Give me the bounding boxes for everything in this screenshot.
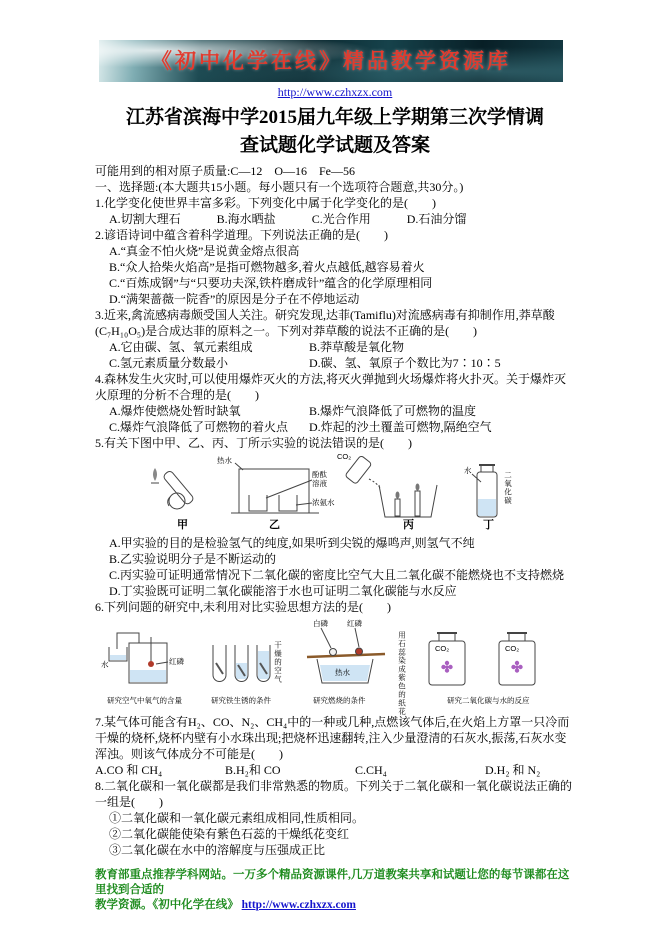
red-phosphorus-label: 红磷 (347, 619, 362, 628)
q5-option-b: B.乙实验说明分子是不断运动的 (109, 552, 277, 566)
red-phosphorus-spoon-label: 红磷 (169, 657, 184, 666)
q7-stem: 7.某气体可能含有H₂、CO、N₂、CH₄中的一种或几种,点燃该气体后,在火焰上方罩一只冷而干燥的烧杯,烧杯内壁有小水珠出现;把烧杯迅速翻转,注入少量澄清的石灰水,振荡,石灰水变浑浊。则该气体成分不可能是( ) (95, 715, 570, 761)
q5-option-a: A.甲实验的目的是检验氢气的纯度,如果听到尖锐的爆鸣声,则氢气不纯 (109, 536, 475, 550)
footer-url-link[interactable]: http://www.czhxzx.com (241, 899, 356, 911)
page-title-line2: 查试题化学试题及答案 (239, 135, 430, 156)
iron-rusting-apparatus (213, 645, 270, 682)
caption-co2-water: 研究二氧化碳与水的反应 (447, 696, 530, 705)
q4-option-a: A.爆炸使燃烧处暂时缺氧 (109, 404, 241, 418)
q5-figure-drawing (131, 453, 583, 533)
q1-option-a: A.切割大理石 (109, 212, 181, 226)
q1-option-c: C.光合作用 (311, 212, 371, 226)
banner-url-line (95, 84, 575, 100)
footer-line1: 教育部重点推荐学科网站。一万多个精品资源课件,几万道教案共享和试题让您的每节课都在这里找到合适的 (95, 869, 570, 896)
q4-option-b: B.爆炸气浪降低了可燃物的温度 (309, 404, 477, 418)
apparatus-bing-label: 丙 (403, 519, 414, 531)
phenolphthalein-label: 酚酞溶液 (312, 470, 327, 488)
hydrogen-purity-test-apparatus (151, 468, 195, 509)
dry-air-label: 干燥的空气 (273, 641, 283, 684)
white-phosphorus-label: 白磷 (313, 619, 328, 628)
ammonia-diffusion-apparatus (231, 463, 319, 513)
footer-line2-text: 教学资源。《初中化学在线》 (95, 899, 239, 911)
co2-water-bottle-apparatus (472, 465, 497, 517)
co2-pouring-candles-apparatus (345, 455, 437, 517)
water-label: 水 (464, 466, 472, 475)
co2-label-left: CO₂ (435, 644, 450, 653)
q7-option-d: D.H₂ 和 N₂ (485, 763, 541, 777)
section-header: 一、选择题:(本大题共15小题。每小题只有一个选项符合题意,共30分。) (95, 180, 464, 194)
q3-options (109, 339, 575, 371)
q1-stem: 1.化学变化使世界丰富多彩。下列变化中属于化学变化的是( ) (95, 196, 436, 210)
q3-option-d: D.碳、氢、氧原子个数比为7∶10∶5 (309, 356, 501, 370)
footer-line2 (95, 898, 575, 913)
q4-option-c: C.爆炸气浪降低了可燃物的着火点 (109, 420, 289, 434)
q2-option-b: B.“众人拾柴火焰高”是指可燃物越多,着火点越低,越容易着火 (109, 260, 425, 274)
q3-stem: 3.近来,禽流感病毒颇受国人关注。研究发现,达菲(Tamiflu)对流感病毒有抑制作用,莽草酸(C₇H₁₀O₅)是合成达菲的原料之一。下列对莽草酸的说法不正确的是( ) (95, 308, 555, 338)
q2-stem: 2.谚语诗词中蕴含着科学道理。下列说法正确的是( ) (95, 228, 388, 242)
q1-option-b: B.海水晒盐 (216, 212, 276, 226)
q3-option-b: B.莽草酸是氧化物 (309, 340, 405, 354)
q3-option-a: A.它由碳、氢、氧元素组成 (109, 340, 253, 354)
caption-iron-rusting: 研究铁生锈的条件 (211, 696, 271, 705)
carbon-dioxide-label: 二氧化碳 (503, 471, 513, 505)
litmus-flower-left (441, 661, 452, 673)
hot-water-label: 热水 (217, 456, 232, 465)
apparatus-jia-label: 甲 (177, 519, 188, 531)
litmus-paper-flower-note: 用石蕊染成紫色的纸花 (397, 631, 407, 716)
q4-options (109, 403, 575, 435)
q8-item-1: ①二氧化碳和一氧化碳元素组成相同,性质相同。 (109, 811, 365, 825)
banner-title: 《初中化学在线》精品教学资源库 (151, 49, 511, 73)
q2-option-d: D.“满架蔷薇一院香”的原因是分子在不停地运动 (109, 292, 360, 306)
water-label: 水 (101, 660, 109, 669)
q7-option-a: A.CO 和 CH₄ (95, 763, 163, 777)
apparatus-yi-label: 乙 (269, 519, 280, 531)
q5-stem: 5.有关下图中甲、乙、丙、丁所示实验的说法错误的是( ) (95, 436, 412, 450)
q8-item-2: ②二氧化碳能使染有紫色石蕊的干燥纸花变红 (109, 827, 350, 841)
ammonia-label: 浓氨水 (312, 498, 335, 507)
q3-option-c: C.氢元素质量分数最小 (109, 356, 229, 370)
hot-water-label: 热水 (335, 668, 350, 677)
q4-stem: 4.森林发生火灾时,可以使用爆炸灭火的方法,将灭火弹抛到火场爆炸将火扑灭。关于爆炸灭火原理的分析不合理的是( ) (95, 372, 567, 402)
footer-promo (95, 868, 575, 913)
q5-option-c: C.丙实验可证明通常情况下二氧化碳的密度比空气大且二氧化碳不能燃烧也不支持燃烧 (109, 568, 565, 582)
q6-experiment-figure (101, 617, 581, 716)
litmus-flower-right (511, 661, 522, 673)
co2-litmus-flower-apparatus (429, 633, 535, 685)
caption-combustion: 研究燃烧的条件 (313, 696, 366, 705)
atomic-mass-note: 可能用到的相对原子质量:C—12 O—16 Fe—56 (95, 164, 356, 178)
q8-item-3: ③二氧化碳在水中的溶解度与压强成正比 (109, 843, 326, 857)
q6-stem: 6.下列问题的研究中,未利用对比实验思想方法的是( ) (95, 600, 391, 614)
q5-experiment-figure (131, 453, 583, 533)
q5-option-d: D.丁实验既可证明二氧化碳能溶于水也可证明二氧化碳能与水反应 (109, 584, 457, 598)
co2-label-right: CO₂ (505, 644, 520, 653)
site-banner (99, 40, 563, 82)
oxygen-content-apparatus (109, 633, 168, 683)
q7-option-b: B.H₂和 CO (225, 763, 281, 777)
q7-option-c: C.CH₄ (355, 763, 387, 777)
q4-option-d: D.炸起的沙土覆盖可燃物,隔绝空气 (309, 420, 492, 434)
caption-oxygen-content: 研究空气中氧气的含量 (107, 696, 182, 705)
q1-option-d: D.石油分馏 (406, 212, 467, 226)
page-title-line1: 江苏省滨海中学2015届九年级上学期第三次学情调 (125, 107, 544, 128)
q2-option-a: A.“真金不怕火烧”是说黄金熔点很高 (109, 244, 300, 258)
q7-options (95, 762, 575, 778)
q8-stem: 8.二氧化碳和一氧化碳都是我们非常熟悉的物质。下列关于二氧化碳和一氧化碳说法正确的一组是( ) (95, 779, 573, 809)
apparatus-ding-label: 丁 (483, 519, 494, 531)
site-url-link[interactable]: http://www.czhxzx.com (277, 85, 393, 99)
q2-option-c: C.“百炼成钢”与“只要功夫深,铁杵磨成针”蕴含的化学原理相同 (109, 276, 433, 290)
co2-label: CO₂ (337, 452, 352, 461)
q1-options (109, 211, 575, 227)
page-title (95, 104, 575, 160)
